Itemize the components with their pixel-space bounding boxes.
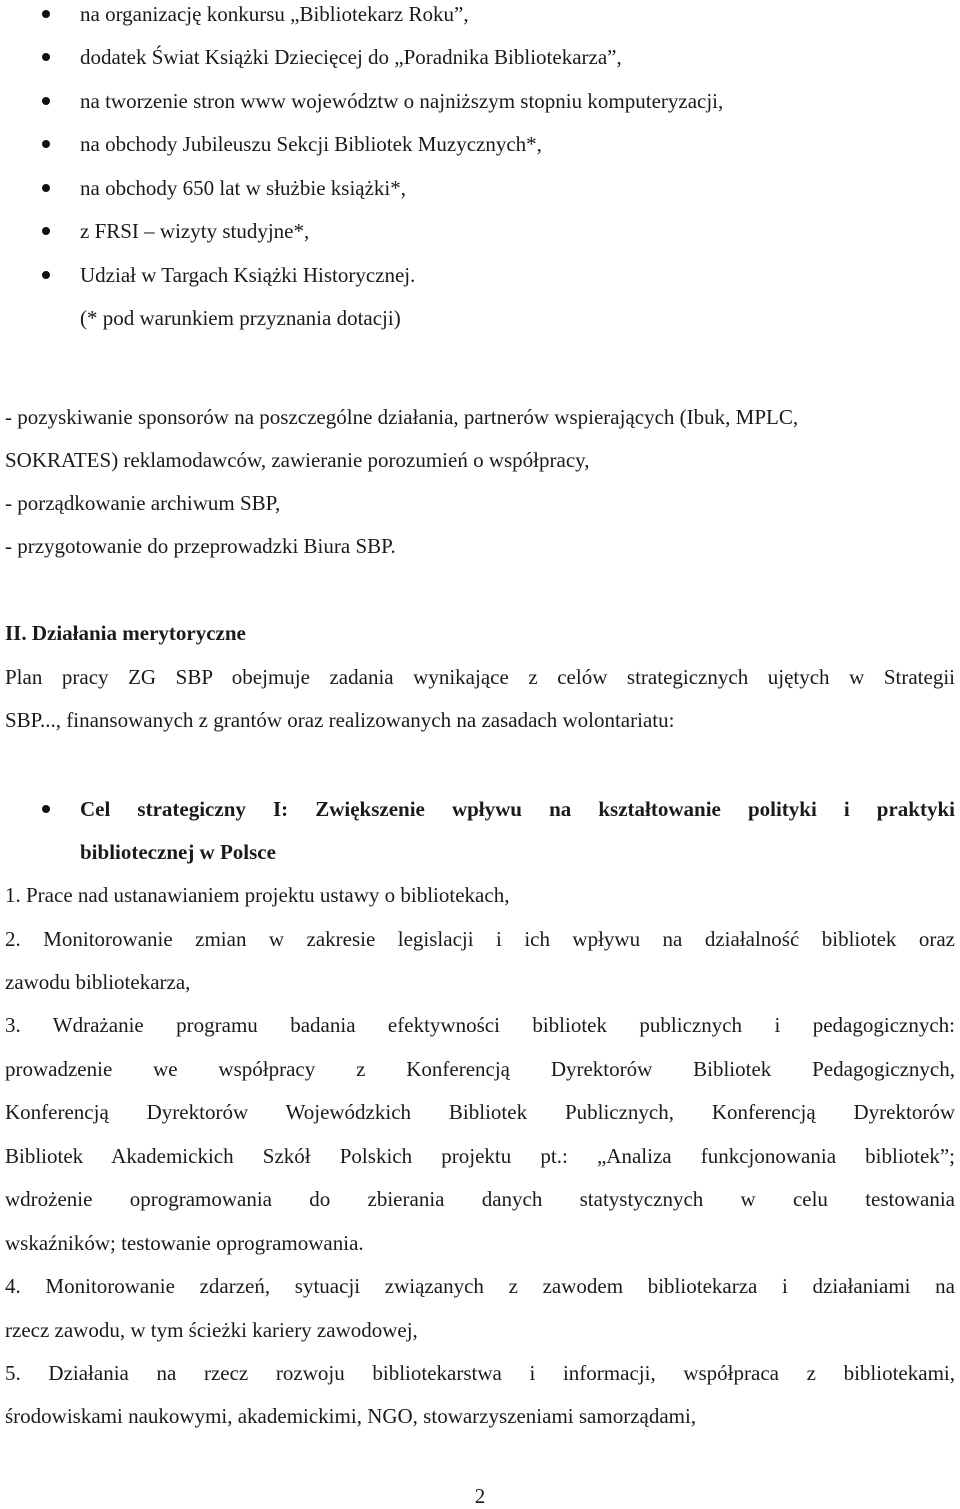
bullet-dot <box>42 140 50 148</box>
footnote-text: (* pod warunkiem przyznania dotacji) <box>80 306 401 330</box>
section-heading: II. Działania merytoryczne <box>5 621 246 645</box>
task-4-line-1: 4. Monitorowanie zdarzeń, sytuacji związanych z zawodem bibliotekarza i działaniami na <box>5 1274 955 1298</box>
task-3-line-2: prowadzenie we współpracy z Konferencją Dyrektorów Bibliotek Pedagogicznych, <box>5 1057 955 1081</box>
bullet-item: na obchody 650 lat w służbie książki*, <box>80 176 407 200</box>
archive-item: - porządkowanie archiwum SBP, <box>5 491 281 515</box>
bullet-dot <box>42 271 50 279</box>
bullet-item: dodatek Świat Książki Dziecięcej do „Poradnika Bibliotekarza”, <box>80 45 622 69</box>
goal-line-1: Cel strategiczny I: Zwiększenie wpływu na kształtowanie polityki i praktyki <box>80 797 955 821</box>
bullet-dot <box>42 53 50 61</box>
page-number: 2 <box>474 1484 486 1508</box>
bullet-dot <box>42 184 50 192</box>
sponsors-line-1: - pozyskiwanie sponsorów na poszczególne działania, partnerów wspierających (Ibuk, MPLC, <box>5 405 799 429</box>
bullet-dot <box>42 10 50 18</box>
task-3-line-1: 3. Wdrażanie programu badania efektywności bibliotek publicznych i pedagogicznych: <box>5 1013 955 1037</box>
goal-line-2: bibliotecznej w Polsce <box>80 840 276 864</box>
task-3-line-5: wdrożenie oprogramowania do zbierania danych statystycznych w celu testowania <box>5 1187 955 1211</box>
bullet-item: na tworzenie stron www województw o najniższym stopniu komputeryzacji, <box>80 89 724 113</box>
move-item: - przygotowanie do przeprowadzki Biura SBP. <box>5 534 396 558</box>
task-5-line-2: środowiskami naukowymi, akademickimi, NGO, stowarzyszeniami samorządami, <box>5 1404 697 1428</box>
bullet-dot <box>42 805 50 813</box>
task-3-line-4: Bibliotek Akademickich Szkół Polskich projektu pt.: „Analiza funkcjonowania bibliotek”; <box>5 1144 955 1168</box>
task-2-line-2: zawodu bibliotekarza, <box>5 970 191 994</box>
sponsors-line-2: SOKRATES) reklamodawców, zawieranie porozumień o współpracy, <box>5 448 590 472</box>
task-1: 1. Prace nad ustanawianiem projektu ustawy o bibliotekach, <box>5 883 510 907</box>
section-intro-line-2: SBP..., finansowanych z grantów oraz realizowanych na zasadach wolontariatu: <box>5 708 675 732</box>
bullet-item: z FRSI – wizyty studyjne*, <box>80 219 310 243</box>
section-intro-line-1: Plan pracy ZG SBP obejmuje zadania wynikające z celów strategicznych ujętych w Strategii <box>5 665 955 689</box>
task-3-line-6: wskaźników; testowanie oprogramowania. <box>5 1231 364 1255</box>
bullet-item: na organizację konkursu „Bibliotekarz Roku”, <box>80 2 469 26</box>
bullet-dot <box>42 97 50 105</box>
bullet-item: Udział w Targach Książki Historycznej. <box>80 263 416 287</box>
task-2-line-1: 2. Monitorowanie zmian w zakresie legislacji i ich wpływu na działalność bibliotek oraz <box>5 927 955 951</box>
task-3-line-3: Konferencją Dyrektorów Wojewódzkich Bibliotek Publicznych, Konferencją Dyrektorów <box>5 1100 955 1124</box>
bullet-dot <box>42 227 50 235</box>
bullet-item: na obchody Jubileuszu Sekcji Bibliotek Muzycznych*, <box>80 132 542 156</box>
task-5-line-1: 5. Działania na rzecz rozwoju bibliotekarstwa i informacji, współpraca z bibliotekami, <box>5 1361 955 1385</box>
task-4-line-2: rzecz zawodu, w tym ścieżki kariery zawodowej, <box>5 1318 418 1342</box>
